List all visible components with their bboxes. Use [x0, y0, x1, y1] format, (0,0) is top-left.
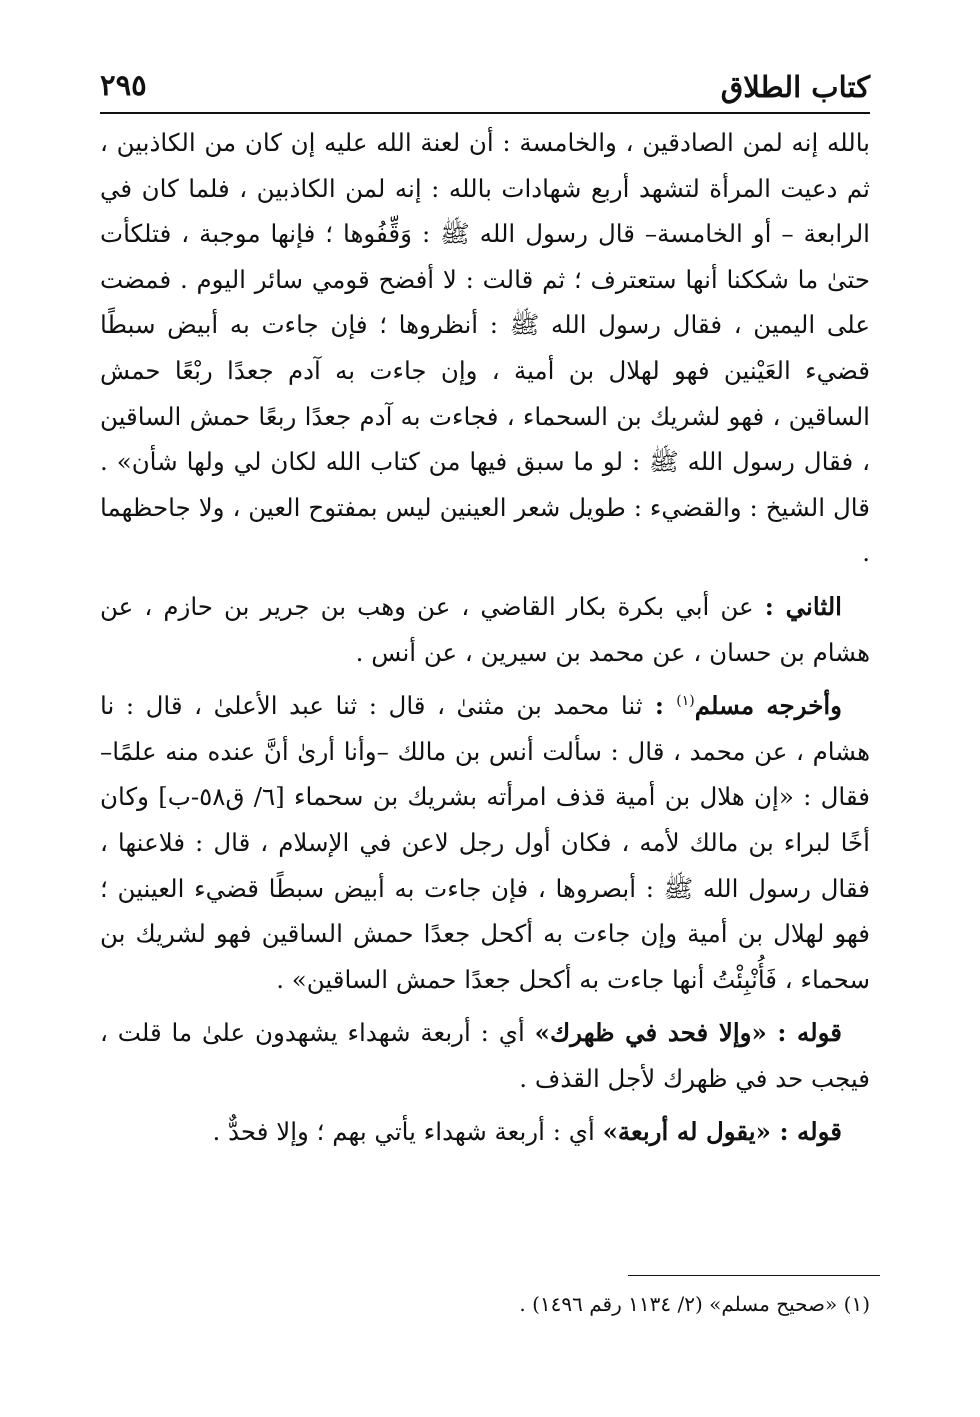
page-number: ٢٩٥ — [100, 68, 147, 102]
paragraph-lead: قوله : «يقول له أربعة» — [602, 1117, 842, 1147]
text-run: بالله إنه لمن الصادقين ، والخامسة : أن لعنة الله عليه إن كان من الكاذبين ، ثم دعيت المرأة لتشهد أربع شهادات بالله : إنه لمن الكاذبين ، فلما كان في الرابعة – أو الخامسة– قال رسول الله ﷺ : وَقِّفُوها ؛ فإنها موجبة ، فتلكأت حتىٰ ما شككنا أنها ستعترف ؛ ثم قالت : لا أفضح قومي سائر اليوم . فمضت على اليمين ، فقال رسول الله ﷺ : أنظروها ؛ فإن جاءت به أبيض سبطًا قضيء العَيْنين فهو لهلال بن أمية ، وإن جاءت به آدم جعدًا ربْعًا حمش الساقين ، فهو لشريك بن السحماء ، فجاءت به آدم جعدًا ربعًا حمش الساقين ، فقال رسول الله ﷺ : لو ما سبق فيها من كتاب الله لكان لي ولها شأن» . قال الشيخ : والقضيء : طويل شعر العينين ليس بمفتوح العين ، ولا جاحظهما . — [100, 128, 870, 568]
text-run: عن أبي بكرة بكار القاضي ، عن وهب بن جرير بن حازم ، عن هشام بن حسان ، عن محمد بن سيرين ، عن أنس . — [100, 591, 870, 667]
footnote-marker[interactable]: (١) — [676, 692, 695, 709]
paragraph — [100, 1010, 870, 1101]
text-run: أي : أربعة شهداء يشهدون علىٰ ما قلت ، فيجب حد في ظهرك لأجل القذف . — [100, 1018, 870, 1093]
paragraph-lead: قوله : «وإلا فحد في ظهرك» — [534, 1018, 842, 1048]
paragraph-lead: الثاني : — [764, 591, 842, 621]
paragraph — [100, 584, 870, 675]
paragraph — [100, 683, 870, 1002]
main-text — [100, 120, 870, 1163]
footnote-divider — [628, 1275, 880, 1276]
footnote: (١) «صحيح مسلم» (٢/ ١١٣٤ رقم ١٤٩٦) . — [519, 1292, 870, 1316]
paragraph-lead: : — [642, 691, 677, 721]
running-title: كتاب الطلاق — [720, 70, 870, 104]
paragraph-lead: وأخرجه مسلم — [694, 691, 842, 721]
paragraph — [100, 1109, 870, 1155]
page-header — [100, 62, 870, 114]
text-run: ثنا محمد بن مثنىٰ ، قال : ثنا عبد الأعلىٰ ، قال : نا هشام ، عن محمد ، قال : سألت أنس بن مالك –وأنا أرىٰ أنَّ عنده منه علمًا– فقال : «إن هلال بن أمية قذف امرأته بشريك بن سحماء [٦/ ق٥٨-ب] وكان أخًا لبراء بن مالك لأمه ، فكان أول رجل لاعن في الإسلام ، قال : فلاعنها ، فقال رسول الله ﷺ : أبصروها ، فإن جاءت به أبيض سبطًا قضيء العينين ؛ فهو لهلال بن أمية وإن جاءت به أكحل جعدًا حمش الساقين فهو لشريك بن سحماء ، فَأُنْبِئْتُ أنها جاءت به أكحل جعدًا حمش الساقين» . — [100, 691, 870, 994]
text-run: أي : أربعة شهداء يأتي بهم ؛ وإلا فحدٌّ . — [212, 1117, 603, 1147]
paragraph — [100, 120, 870, 576]
